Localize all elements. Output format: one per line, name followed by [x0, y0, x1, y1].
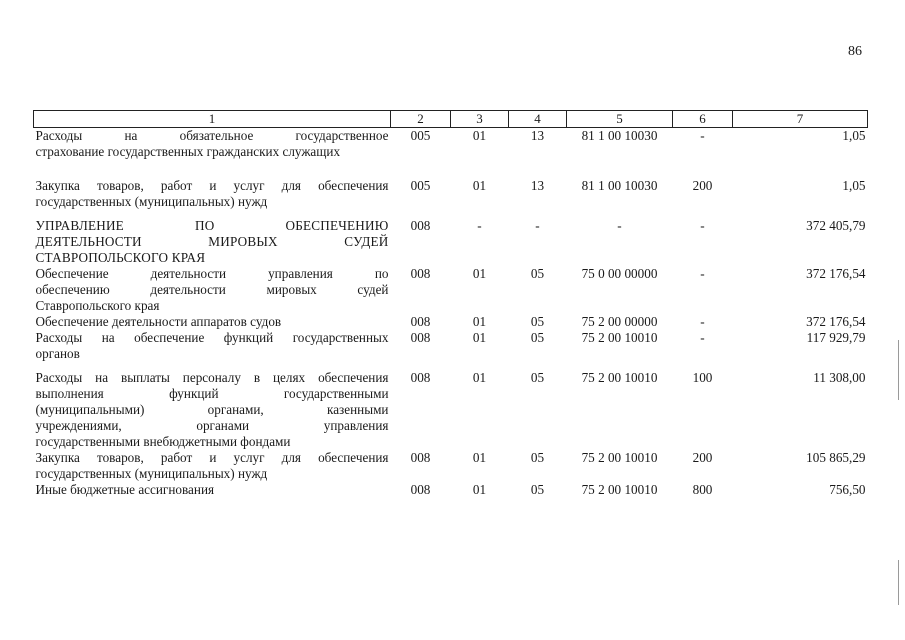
- row-col-5: 75 2 00 00000: [581, 314, 658, 329]
- row-col-2: 008: [410, 330, 431, 345]
- row-name-line: Ставропольского края: [35, 298, 160, 313]
- row-col-2: 008: [410, 314, 431, 329]
- row-col-5: 75 2 00 10010: [581, 370, 658, 385]
- row-name-line: Обеспечение деятельности аппаратов судов: [35, 314, 282, 329]
- row-name-line: государственных (муниципальных) нужд: [35, 194, 268, 209]
- row-col-6: 800: [692, 482, 713, 497]
- table-row: [34, 362, 868, 450]
- row-col-2: 005: [410, 178, 431, 193]
- table-row: [34, 128, 868, 161]
- row-col-5: 81 1 00 10030: [581, 128, 658, 143]
- row-col-3: 01: [472, 314, 487, 329]
- row-name: [34, 450, 391, 482]
- row-name-line: УПРАВЛЕНИЕ ПО ОБЕСПЕЧЕНИЮ: [35, 218, 389, 233]
- page-number: 86: [848, 44, 862, 59]
- row-name: [34, 266, 391, 314]
- row-col-2: 008: [410, 218, 431, 233]
- row-col-7: 117 929,79: [806, 330, 866, 345]
- row-col-4: 05: [530, 370, 545, 385]
- row-col-7: 756,50: [829, 482, 866, 497]
- row-col-7: 105 865,29: [806, 450, 866, 465]
- row-col-4: 13: [530, 178, 545, 193]
- row-name-line: выполнения функций государственными: [35, 386, 389, 401]
- margin-mark: [898, 340, 899, 400]
- margin-mark: [898, 560, 899, 605]
- header-col-1: 1: [34, 111, 391, 128]
- row-col-3: 01: [472, 178, 487, 193]
- row-col-5: 75 2 00 10010: [581, 330, 658, 345]
- row-name-line: страхование государственных гражданских служащих: [35, 144, 341, 159]
- row-col-7: 11 308,00: [813, 370, 866, 385]
- row-name-line: Расходы на обеспечение функций государственных: [35, 330, 389, 345]
- row-name-line: Обеспечение деятельности управления по: [35, 266, 389, 281]
- row-col-6: 100: [692, 370, 713, 385]
- row-name: [34, 314, 391, 330]
- row-name: [34, 362, 391, 450]
- row-col-3: 01: [472, 128, 487, 143]
- row-col-5: 75 0 00 00000: [581, 266, 658, 281]
- row-col-4: 05: [530, 450, 545, 465]
- row-col-5: 75 2 00 10010: [581, 450, 658, 465]
- table-row: [34, 266, 868, 314]
- row-name: [34, 128, 391, 161]
- row-col-6: -: [700, 266, 705, 281]
- budget-table: [33, 110, 868, 498]
- header-col-3: 3: [451, 111, 509, 128]
- header-col-4: 4: [509, 111, 567, 128]
- row-col-6: -: [700, 128, 705, 143]
- row-name-line: Расходы на выплаты персоналу в целях обеспечения: [35, 370, 389, 385]
- table-row: [34, 314, 868, 330]
- row-name-line: Расходы на обязательное государственное: [35, 128, 389, 143]
- row-col-5: 75 2 00 10010: [581, 482, 658, 497]
- row-col-6: 200: [692, 450, 713, 465]
- header-col-6: 6: [673, 111, 733, 128]
- row-col-2: 008: [410, 482, 431, 497]
- row-name-line: государственными внебюджетными фондами: [35, 434, 291, 449]
- table-row: [34, 330, 868, 362]
- row-name-line: учреждениями, органами управления: [35, 418, 389, 433]
- row-col-7: 1,05: [842, 178, 866, 193]
- row-name-line: Закупка товаров, работ и услуг для обеспечения: [35, 178, 389, 193]
- row-name: [34, 160, 391, 210]
- row-col-7: 372 176,54: [806, 266, 866, 281]
- header-row: [34, 111, 868, 128]
- row-col-6: 200: [692, 178, 713, 193]
- row-col-3: 01: [472, 450, 487, 465]
- row-col-6: -: [700, 314, 705, 329]
- table-row: [34, 450, 868, 482]
- row-col-7: 372 176,54: [806, 314, 866, 329]
- row-col-5: -: [617, 218, 622, 233]
- row-col-2: 008: [410, 266, 431, 281]
- row-col-6: -: [700, 218, 705, 233]
- row-name: [34, 210, 391, 266]
- row-name: [34, 482, 391, 498]
- header-col-5: 5: [567, 111, 673, 128]
- row-name-line: ДЕЯТЕЛЬНОСТИ МИРОВЫХ СУДЕЙ: [35, 234, 389, 249]
- row-col-4: 05: [530, 482, 545, 497]
- row-name-line: (муниципальными) органами, казенными: [35, 402, 389, 417]
- header-col-7: 7: [733, 111, 868, 128]
- row-name-line: СТАВРОПОЛЬСКОГО КРАЯ: [35, 250, 206, 265]
- table-row: [34, 210, 868, 266]
- row-name-line: Закупка товаров, работ и услуг для обеспечения: [35, 450, 389, 465]
- row-col-2: 005: [410, 128, 431, 143]
- row-col-3: 01: [472, 266, 487, 281]
- row-col-2: 008: [410, 450, 431, 465]
- row-col-3: 01: [472, 330, 487, 345]
- row-col-2: 008: [410, 370, 431, 385]
- row-name-line: органов: [35, 346, 80, 361]
- row-col-3: 01: [472, 482, 487, 497]
- table-row: [34, 160, 868, 210]
- table-row: [34, 482, 868, 498]
- row-col-4: -: [535, 218, 540, 233]
- row-name: [34, 330, 391, 362]
- row-col-4: 05: [530, 330, 545, 345]
- row-col-6: -: [700, 330, 705, 345]
- row-name-line: обеспечению деятельности мировых судей: [35, 282, 389, 297]
- row-col-4: 05: [530, 266, 545, 281]
- row-col-3: -: [477, 218, 482, 233]
- row-col-3: 01: [472, 370, 487, 385]
- header-col-2: 2: [391, 111, 451, 128]
- row-col-7: 1,05: [842, 128, 866, 143]
- row-col-5: 81 1 00 10030: [581, 178, 658, 193]
- row-col-4: 05: [530, 314, 545, 329]
- row-col-7: 372 405,79: [806, 218, 866, 233]
- row-col-4: 13: [530, 128, 545, 143]
- row-name-line: Иные бюджетные ассигнования: [35, 482, 215, 497]
- row-name-line: государственных (муниципальных) нужд: [35, 466, 268, 481]
